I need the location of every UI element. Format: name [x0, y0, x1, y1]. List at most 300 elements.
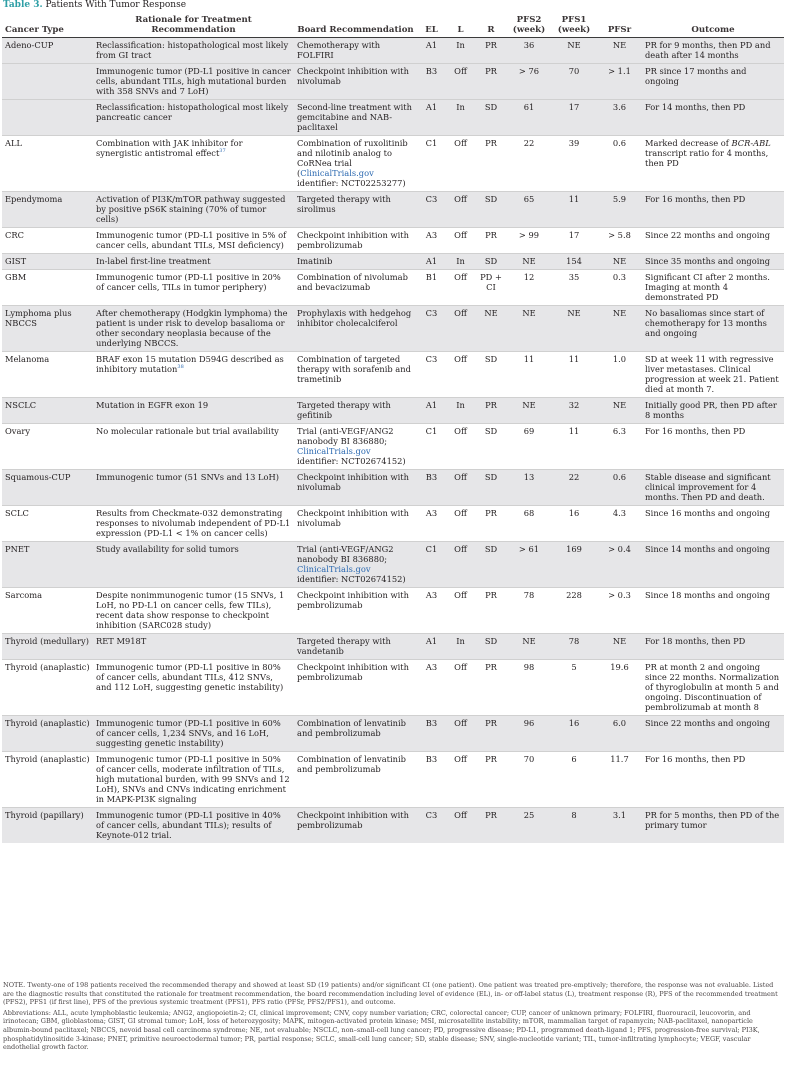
cell-pfs2: > 61: [507, 542, 551, 588]
rationale-text: Reclassification: histopathological most likely pancreatic cancer: [96, 102, 289, 122]
cell-el: C3: [417, 808, 446, 844]
cell-board: [294, 192, 417, 228]
rationale-text: Combination with JAK inhibitor for synergistic antistromal effect: [96, 138, 243, 158]
cell-l: Off: [446, 542, 475, 588]
header-pfs2: PFS2 (week): [507, 13, 551, 38]
board-text: Targeted therapy with sirolimus: [297, 194, 391, 214]
patients-table: [2, 13, 784, 843]
cell-pfsr: 3.6: [597, 100, 642, 136]
table-row: [2, 716, 784, 752]
footnote-note: NOTE. Twenty-one of 198 patients received the recommended therapy and showed at least SD (19 patients) and/or significant CI (one patient). One patient was treated pre-emptively; therefore, the response was not evaluable. Listed are the diagnostic results that constituted the rationale for treatment recommendation, the board recommendation including level of evidence (EL), in- or off-label status (L), treatment response (R), PFS of the recommended treatment (PFS2), PFS1 (if first line), PFS of the previous systemic treatment (PFS1), PFS ratio (PFSr, PFS2/PFS1), and outcome.: [3, 981, 778, 1007]
rationale-text: Immunogenic tumor (PD-L1 positive in 60% of cancer cells, 1,234 SNVs, and 16 LoH, suggesting genetic instability): [96, 718, 281, 748]
cell-pfs1: 228: [551, 588, 597, 634]
header-pfsr: PFSr: [597, 13, 642, 38]
cell-cancer-type: [2, 100, 93, 136]
cell-l: In: [446, 38, 475, 64]
cell-pfs2: NE: [507, 306, 551, 352]
cell-l: Off: [446, 352, 475, 398]
cell-rationale: [93, 38, 294, 64]
cell-pfs2: 61: [507, 100, 551, 136]
cell-cancer-type: Thyroid (anaplastic): [2, 660, 93, 716]
cell-rationale: [93, 588, 294, 634]
cell-cancer-type: CRC: [2, 228, 93, 254]
cell-pfsr: 3.1: [597, 808, 642, 844]
table-title: Patients With Tumor Response: [45, 0, 187, 10]
cell-pfs1: 8: [551, 808, 597, 844]
board-text-tail: identifier: NCT02674152): [297, 574, 406, 584]
table-row: [2, 228, 784, 254]
cell-board: [294, 64, 417, 100]
cell-outcome: Initially good PR, then PD after 8 months: [642, 398, 784, 424]
cell-board: [294, 470, 417, 506]
cell-board: [294, 254, 417, 270]
cell-el: A1: [417, 398, 446, 424]
table-row: [2, 100, 784, 136]
board-text: Chemotherapy with FOLFIRI: [297, 40, 381, 60]
cell-pfsr: NE: [597, 254, 642, 270]
cell-rationale: [93, 254, 294, 270]
cell-el: B3: [417, 752, 446, 808]
cell-pfs2: 11: [507, 352, 551, 398]
cell-l: Off: [446, 192, 475, 228]
header-l: L: [446, 13, 475, 38]
rationale-text: RET M918T: [96, 636, 147, 646]
cell-el: B3: [417, 716, 446, 752]
cell-cancer-type: Thyroid (papillary): [2, 808, 93, 844]
header-rationale: Rationale for Treatment Recommendation: [93, 13, 294, 38]
cell-cancer-type: GIST: [2, 254, 93, 270]
table-row: [2, 660, 784, 716]
board-text: Checkpoint inhibition with pembrolizumab: [297, 230, 409, 250]
cell-r: SD: [475, 352, 507, 398]
cell-r: PD + CI: [475, 270, 507, 306]
cell-cancer-type: Ovary: [2, 424, 93, 470]
cell-r: PR: [475, 588, 507, 634]
cell-pfs2: 96: [507, 716, 551, 752]
cell-r: PR: [475, 398, 507, 424]
cell-rationale: [93, 660, 294, 716]
cell-l: Off: [446, 506, 475, 542]
cell-l: Off: [446, 588, 475, 634]
cell-outcome: No basaliomas since start of chemotherapy for 13 months and ongoing: [642, 306, 784, 352]
table-row: [2, 752, 784, 808]
cell-pfsr: 1.0: [597, 352, 642, 398]
cell-pfsr: 5.9: [597, 192, 642, 228]
rationale-text: Immunogenic tumor (PD-L1 positive in 40% of cancer cells, abundant TILs); results of Keynote-012 trial.: [96, 810, 281, 840]
cell-l: Off: [446, 270, 475, 306]
rationale-text: BRAF exon 15 mutation D594G described as inhibitory mutation: [96, 354, 284, 374]
cell-cancer-type: Sarcoma: [2, 588, 93, 634]
rationale-text: After chemotherapy (Hodgkin lymphoma) the patient is under risk to develop basalioma or other secondary neoplasia because of the underlying NBCCS.: [96, 308, 288, 348]
rationale-text: Mutation in EGFR exon 19: [96, 400, 209, 410]
cell-board: [294, 398, 417, 424]
cell-pfs2: 65: [507, 192, 551, 228]
cell-rationale: [93, 398, 294, 424]
cell-el: C3: [417, 352, 446, 398]
cell-pfs2: > 99: [507, 228, 551, 254]
cell-el: A1: [417, 38, 446, 64]
cell-l: Off: [446, 808, 475, 844]
cell-pfs1: 11: [551, 352, 597, 398]
cell-pfs2: 22: [507, 136, 551, 192]
cell-pfs2: 68: [507, 506, 551, 542]
table-row: [2, 398, 784, 424]
cell-outcome: For 16 months, then PD: [642, 424, 784, 470]
rationale-text: Immunogenic tumor (PD-L1 positive in 5% of cancer cells, abundant TILs, MSI deficiency): [96, 230, 287, 250]
cell-r: SD: [475, 100, 507, 136]
cell-pfs1: 6: [551, 752, 597, 808]
cell-board: [294, 506, 417, 542]
cell-el: C3: [417, 192, 446, 228]
cell-cancer-type: PNET: [2, 542, 93, 588]
footnotes: [3, 981, 781, 1054]
cell-r: PR: [475, 752, 507, 808]
cell-pfsr: NE: [597, 38, 642, 64]
cell-l: In: [446, 398, 475, 424]
table-caption: [3, 0, 186, 11]
cell-rationale: [93, 716, 294, 752]
cell-rationale: [93, 228, 294, 254]
board-text: Prophylaxis with hedgehog inhibitor cholecalciferol: [297, 308, 412, 328]
board-text: Targeted therapy with gefitinib: [297, 400, 391, 420]
cell-board: [294, 228, 417, 254]
board-text-tail: identifier: NCT02253277): [297, 178, 406, 188]
cell-board: [294, 424, 417, 470]
board-text: Checkpoint inhibition with nivolumab: [297, 66, 409, 86]
cell-rationale: [93, 136, 294, 192]
board-text: Combination of lenvatinib and pembrolizumab: [297, 754, 406, 774]
cell-rationale: [93, 270, 294, 306]
table-row: [2, 192, 784, 228]
cell-board: [294, 716, 417, 752]
cell-rationale: [93, 506, 294, 542]
cell-outcome: For 16 months, then PD: [642, 752, 784, 808]
cell-l: Off: [446, 306, 475, 352]
rationale-text: In-label first-line treatment: [96, 256, 211, 266]
board-text: Targeted therapy with vandetanib: [297, 636, 391, 656]
footnote-abbreviations: Abbreviations: ALL, acute lymphoblastic leukemia; ANG2, angiopoietin-2; CI, clinical improvement; CNV, copy number variation; CRC, colorectal cancer; CUP, cancer of unknown primary; FOLFIRI, fluorouracil, leucovorin, and irinotecan; GBM, glioblastoma; GIST, GI stromal tumor; LoH, loss of heterozygosity; MAPK, mitogen-activated protein kinase; MSI, microsatellite instability; mTOR, mammalian target of rapamycin; NAB-paclitaxel, nanoparticle albumin-bound paclitaxel; NBCCS, nevoid basal cell carcinoma syndrome; NE, not evaluable; NSCLC, non–small-cell lung cancer; PD, progressive disease; PD-L1, programmed death-ligand 1; PFS, progression-free survival; PI3K, phosphatidylinositide 3-kinase; PNET, primitive neuroectodermal tumor; PR, partial response; SCLC, small-cell lung cancer; SD, stable disease; SNV, single-nucleotide variant; TIL, tumor-infiltrating lymphocyte; VEGF, vascular endothelial growth factor.: [3, 1008, 760, 1052]
cell-pfs1: 16: [551, 716, 597, 752]
cell-pfs1: NE: [551, 306, 597, 352]
cell-pfs2: 98: [507, 660, 551, 716]
cell-l: Off: [446, 228, 475, 254]
cell-pfsr: 11.7: [597, 752, 642, 808]
cell-rationale: [93, 424, 294, 470]
board-text: Checkpoint inhibition with nivolumab: [297, 508, 409, 528]
board-text: Combination of ruxolitinib and nilotinib analog to CoRNea trial (: [297, 138, 408, 178]
cell-outcome: PR at month 2 and ongoing since 22 months. Normalization of thyroglobulin at month 5 and ongoing. Discontinuation of pembrolizumab at month 8: [642, 660, 784, 716]
cell-pfs2: 13: [507, 470, 551, 506]
cell-pfs1: 32: [551, 398, 597, 424]
cell-outcome: For 14 months, then PD: [642, 100, 784, 136]
table-row: [2, 506, 784, 542]
cell-cancer-type: Melanoma: [2, 352, 93, 398]
cell-pfsr: NE: [597, 306, 642, 352]
cell-r: SD: [475, 470, 507, 506]
cell-l: Off: [446, 716, 475, 752]
table-row: [2, 588, 784, 634]
cell-pfs1: 5: [551, 660, 597, 716]
cell-pfsr: > 0.3: [597, 588, 642, 634]
cell-outcome: Significant CI after 2 months. Imaging at month 4 demonstrated PD: [642, 270, 784, 306]
cell-outcome: Since 14 months and ongoing: [642, 542, 784, 588]
cell-r: PR: [475, 38, 507, 64]
board-text: Checkpoint inhibition with nivolumab: [297, 472, 409, 492]
cell-l: In: [446, 254, 475, 270]
cell-pfs2: > 76: [507, 64, 551, 100]
cell-pfs2: 78: [507, 588, 551, 634]
cell-pfs2: NE: [507, 634, 551, 660]
cell-pfsr: 0.3: [597, 270, 642, 306]
board-text: Trial (anti-VEGF/ANG2 nanobody BI 836880;: [297, 426, 394, 446]
cell-board: [294, 808, 417, 844]
cell-outcome: Since 22 months and ongoing: [642, 716, 784, 752]
header-pfs1: PFS1 (week): [551, 13, 597, 38]
cell-board: [294, 660, 417, 716]
rationale-text: Study availability for solid tumors: [96, 544, 239, 554]
cell-r: SD: [475, 254, 507, 270]
cell-l: In: [446, 100, 475, 136]
table-row: [2, 808, 784, 844]
header-cancer-type: Cancer Type: [2, 13, 93, 38]
rationale-text: Despite nonimmunogenic tumor (15 SNVs, 1 LoH, no PD-L1 on cancer cells, few TILs), recent data show response to checkpoint inhibition (SARC028 study): [96, 590, 285, 630]
cell-l: In: [446, 634, 475, 660]
cell-el: B3: [417, 64, 446, 100]
cell-pfsr: > 5.8: [597, 228, 642, 254]
cell-pfs1: 39: [551, 136, 597, 192]
table-body: [2, 38, 784, 844]
cell-pfs2: 25: [507, 808, 551, 844]
cell-pfs2: 69: [507, 424, 551, 470]
cell-pfs1: 70: [551, 64, 597, 100]
cell-el: A3: [417, 660, 446, 716]
cell-board: [294, 100, 417, 136]
cell-board: [294, 38, 417, 64]
cell-r: PR: [475, 228, 507, 254]
reference-marker[interactable]: 38: [177, 364, 184, 371]
cell-cancer-type: SCLC: [2, 506, 93, 542]
cell-pfsr: 0.6: [597, 470, 642, 506]
board-text-tail: identifier: NCT02674152): [297, 456, 406, 466]
cell-pfsr: 6.0: [597, 716, 642, 752]
cell-l: Off: [446, 752, 475, 808]
cell-outcome: Since 18 months and ongoing: [642, 588, 784, 634]
board-text: Checkpoint inhibition with pembrolizumab: [297, 810, 409, 830]
cell-r: SD: [475, 192, 507, 228]
board-text: Imatinib: [297, 256, 333, 266]
header-r: R: [475, 13, 507, 38]
cell-board: [294, 542, 417, 588]
cell-outcome: Since 35 months and ongoing: [642, 254, 784, 270]
cell-r: SD: [475, 634, 507, 660]
cell-pfsr: NE: [597, 634, 642, 660]
cell-board: [294, 270, 417, 306]
cell-pfs1: 22: [551, 470, 597, 506]
cell-pfsr: > 1.1: [597, 64, 642, 100]
cell-pfsr: 0.6: [597, 136, 642, 192]
cell-cancer-type: NSCLC: [2, 398, 93, 424]
cell-pfs2: 12: [507, 270, 551, 306]
cell-el: C1: [417, 542, 446, 588]
board-text: Checkpoint inhibition with pembrolizumab: [297, 662, 409, 682]
cell-cancer-type: Squamous-CUP: [2, 470, 93, 506]
cell-pfs1: 17: [551, 100, 597, 136]
cell-board: [294, 352, 417, 398]
cell-outcome: PR for 5 months, then PD of the primary tumor: [642, 808, 784, 844]
cell-pfs1: 78: [551, 634, 597, 660]
board-text: Combination of lenvatinib and pembrolizumab: [297, 718, 406, 738]
cell-cancer-type: ALL: [2, 136, 93, 192]
cell-rationale: [93, 100, 294, 136]
cell-l: Off: [446, 424, 475, 470]
table-row: [2, 38, 784, 64]
rationale-text: Immunogenic tumor (PD-L1 positive in 80% of cancer cells, abundant TILs, 412 SNVs, and 112 LoH, suggesting genetic instability): [96, 662, 284, 692]
board-text: Second-line treatment with gemcitabine and NAB-paclitaxel: [297, 102, 412, 132]
board-text: Combination of nivolumab and bevacizumab: [297, 272, 408, 292]
board-text: Checkpoint inhibition with pembrolizumab: [297, 590, 409, 610]
cell-el: A1: [417, 254, 446, 270]
cell-l: Off: [446, 64, 475, 100]
cell-board: [294, 588, 417, 634]
cell-r: PR: [475, 660, 507, 716]
rationale-text: Activation of PI3K/mTOR pathway suggested by positive pS6K staining (70% of tumor cells): [96, 194, 286, 224]
cell-outcome: Since 22 months and ongoing: [642, 228, 784, 254]
cell-r: PR: [475, 64, 507, 100]
clinicaltrials-link[interactable]: ClinicalTrials.gov: [297, 564, 371, 574]
table-row: [2, 254, 784, 270]
cell-r: PR: [475, 716, 507, 752]
cell-r: SD: [475, 542, 507, 588]
table-row: [2, 270, 784, 306]
cell-pfsr: 19.6: [597, 660, 642, 716]
cell-el: B1: [417, 270, 446, 306]
cell-pfsr: NE: [597, 398, 642, 424]
cell-pfs1: 11: [551, 192, 597, 228]
cell-el: C1: [417, 136, 446, 192]
cell-pfs1: 16: [551, 506, 597, 542]
rationale-text: No molecular rationale but trial availability: [96, 426, 279, 436]
cell-pfsr: > 0.4: [597, 542, 642, 588]
cell-cancer-type: Thyroid (anaplastic): [2, 752, 93, 808]
cell-cancer-type: GBM: [2, 270, 93, 306]
rationale-text: Reclassification: histopathological most likely from GI tract: [96, 40, 289, 60]
cell-rationale: [93, 752, 294, 808]
rationale-text: Immunogenic tumor (PD-L1 positive in 50% of cancer cells, moderate infiltration of TILs, high mutational burden, with 99 SNVs and 12 LoH), SNVs and CNVs indicating enrichment in MAPK-PI3K signaling: [96, 754, 290, 804]
cell-el: C1: [417, 424, 446, 470]
table-row: [2, 424, 784, 470]
cell-rationale: [93, 352, 294, 398]
rationale-text: Immunogenic tumor (PD-L1 positive in cancer cells, abundant TILs, high mutational burden with 358 SNVs and 7 LoH): [96, 66, 291, 96]
cell-l: Off: [446, 470, 475, 506]
cell-pfs1: 11: [551, 424, 597, 470]
cell-pfs1: 169: [551, 542, 597, 588]
board-text: Trial (anti-VEGF/ANG2 nanobody BI 836880;: [297, 544, 394, 564]
cell-board: [294, 634, 417, 660]
cell-pfsr: 6.3: [597, 424, 642, 470]
table-row: [2, 136, 784, 192]
cell-pfs2: NE: [507, 254, 551, 270]
cell-cancer-type: Thyroid (medullary): [2, 634, 93, 660]
table-header: [2, 13, 784, 38]
header-outcome: Outcome: [642, 13, 784, 38]
table-row: [2, 352, 784, 398]
cell-outcome: For 18 months, then PD: [642, 634, 784, 660]
rationale-text: Results from Checkmate-032 demonstrating responses to nivolumab independent of PD-L1 expression (PD-L1 < 1% on cancer cells): [96, 508, 291, 538]
cell-pfs1: 35: [551, 270, 597, 306]
rationale-text: Immunogenic tumor (51 SNVs and 13 LoH): [96, 472, 280, 482]
cell-l: Off: [446, 660, 475, 716]
cell-rationale: [93, 192, 294, 228]
cell-el: A1: [417, 100, 446, 136]
cell-l: Off: [446, 136, 475, 192]
cell-cancer-type: Ependymoma: [2, 192, 93, 228]
cell-el: A3: [417, 228, 446, 254]
cell-r: PR: [475, 506, 507, 542]
cell-rationale: [93, 808, 294, 844]
cell-outcome: Since 16 months and ongoing: [642, 506, 784, 542]
rationale-text: Immunogenic tumor (PD-L1 positive in 20% of cancer cells, TILs in tumor periphery): [96, 272, 281, 292]
clinicaltrials-link[interactable]: ClinicalTrials.gov: [297, 446, 371, 456]
cell-pfs1: 154: [551, 254, 597, 270]
cell-rationale: [93, 64, 294, 100]
cell-cancer-type: Adeno-CUP: [2, 38, 93, 64]
cell-outcome: PR since 17 months and ongoing: [642, 64, 784, 100]
cell-board: [294, 752, 417, 808]
board-text: Combination of targeted therapy with sorafenib and trametinib: [297, 354, 411, 384]
cell-r: NE: [475, 306, 507, 352]
cell-outcome: For 16 months, then PD: [642, 192, 784, 228]
table-row: [2, 634, 784, 660]
cell-el: C3: [417, 306, 446, 352]
cell-outcome: SD at week 11 with regressive liver metastases. Clinical progression at week 21. Patient died at month 7.: [642, 352, 784, 398]
header-el: EL: [417, 13, 446, 38]
cell-rationale: [93, 634, 294, 660]
cell-cancer-type: Thyroid (anaplastic): [2, 716, 93, 752]
cell-outcome: Stable disease and significant clinical improvement for 4 months. Then PD and death.: [642, 470, 784, 506]
outcome-gene: BCR-ABL: [731, 138, 771, 148]
cell-r: PR: [475, 808, 507, 844]
cell-el: A3: [417, 588, 446, 634]
cell-el: B3: [417, 470, 446, 506]
cell-pfs1: NE: [551, 38, 597, 64]
cell-pfsr: 4.3: [597, 506, 642, 542]
table-row: [2, 542, 784, 588]
table-row: [2, 306, 784, 352]
cell-outcome: PR for 9 months, then PD and death after 14 months: [642, 38, 784, 64]
cell-el: A3: [417, 506, 446, 542]
cell-board: [294, 136, 417, 192]
cell-pfs2: 70: [507, 752, 551, 808]
cell-r: PR: [475, 136, 507, 192]
cell-rationale: [93, 470, 294, 506]
table-row: [2, 470, 784, 506]
cell-pfs2: NE: [507, 398, 551, 424]
cell-board: [294, 306, 417, 352]
cell-pfs2: 36: [507, 38, 551, 64]
table-label: Table 3.: [3, 0, 43, 10]
cell-el: A1: [417, 634, 446, 660]
reference-marker[interactable]: 37: [219, 148, 226, 155]
cell-pfs1: 17: [551, 228, 597, 254]
cell-rationale: [93, 542, 294, 588]
outcome-text-tail: transcript ratio for 4 months, then PD: [645, 148, 769, 168]
clinicaltrials-link[interactable]: ClinicalTrials.gov: [300, 168, 374, 178]
cell-r: SD: [475, 424, 507, 470]
header-board: Board Recommendation: [294, 13, 417, 38]
cell-cancer-type: Lymphoma plus NBCCS: [2, 306, 93, 352]
cell-rationale: [93, 306, 294, 352]
cell-outcome: [642, 136, 784, 192]
